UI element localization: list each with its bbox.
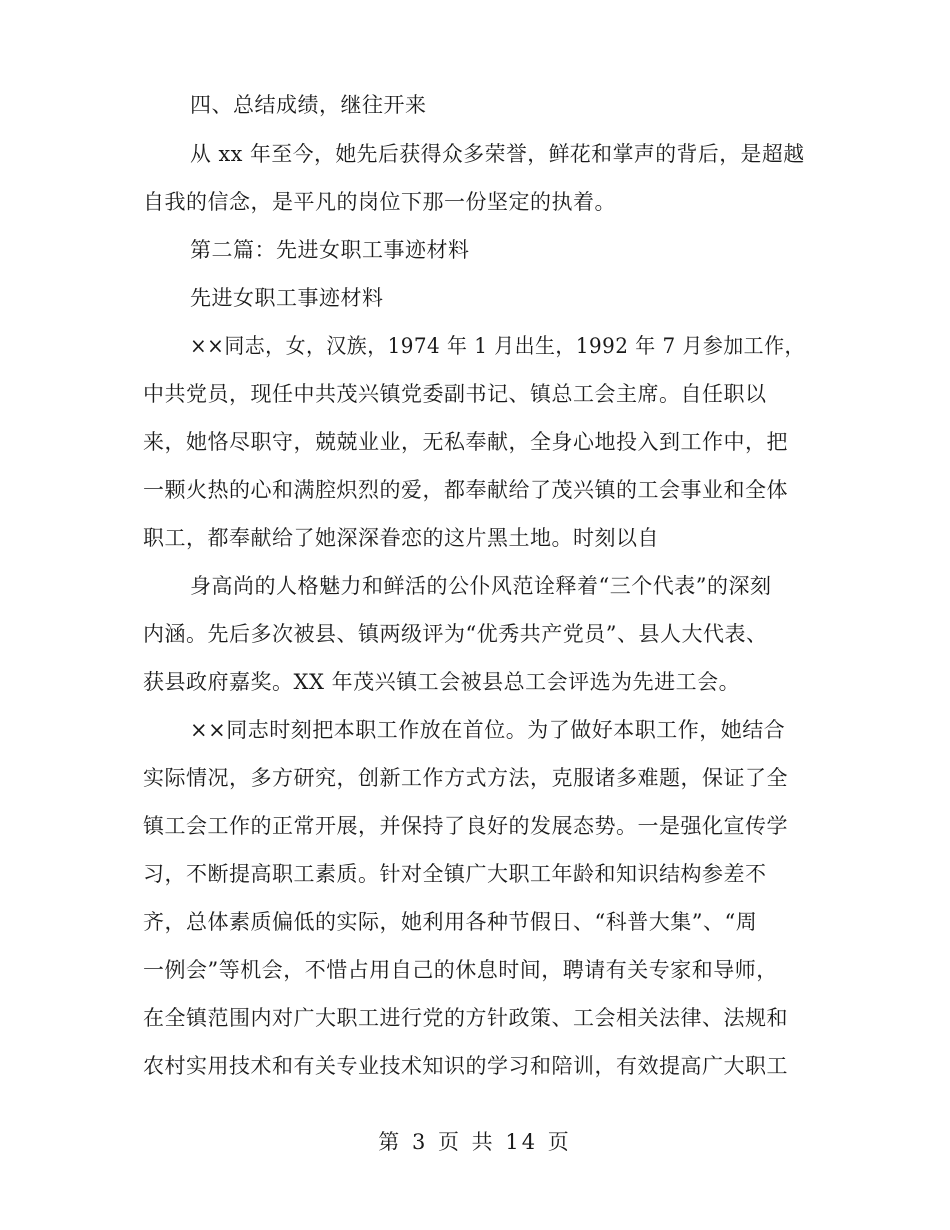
paragraph-line: 从 xx 年至今，她先后获得众多荣誉，鲜花和掌声的背后，是超越 bbox=[190, 142, 805, 166]
document-subtitle: 先进女职工事迹材料 bbox=[190, 286, 384, 310]
paragraph-line: 农村实用技术和有关专业技术知识的学习和陪训，有效提高广大职工 bbox=[143, 1054, 788, 1078]
paragraph-line: 自我的信念，是平凡的岗位下那一份坚定的执着。 bbox=[143, 190, 616, 214]
paragraph-line: 习，不断提高职工素质。针对全镇广大职工年龄和知识结构参差不 bbox=[143, 862, 767, 886]
paragraph-line: 齐，总体素质偏低的实际，她利用各种节假日、“科普大集”、“周 bbox=[143, 910, 758, 934]
paragraph-line: 获县政府嘉奖。XX 年茂兴镇工会被县总工会评选为先进工会。 bbox=[143, 670, 741, 694]
section-heading: 四、总结成绩，继往开来 bbox=[190, 93, 427, 117]
paragraph-line: 中共党员，现任中共茂兴镇党委副书记、镇总工会主席。自任职以 bbox=[143, 382, 767, 406]
paragraph-line: 实际情况，多方研究，创新工作方式方法，克服诸多难题，保证了全 bbox=[143, 766, 788, 790]
paragraph-line: 一例会”等机会，不惜占用自己的休息时间，聘请有关专家和导师， bbox=[143, 958, 778, 982]
paragraph-line: 来，她恪尽职守，兢兢业业，无私奉献，全身心地投入到工作中，把 bbox=[143, 430, 788, 454]
paragraph-line: 在全镇范围内对广大职工进行党的方针政策、工会相关法律、法规和 bbox=[143, 1006, 788, 1030]
paragraph-line: ××同志时刻把本职工作放在首位。为了做好本职工作，她结合 bbox=[190, 718, 786, 742]
paragraph-line: 职工，都奉献给了她深深眷恋的这片黑土地。时刻以自 bbox=[143, 526, 659, 550]
page-number-footer: 第 3 页 共 14 页 bbox=[378, 1130, 572, 1154]
paragraph-line: 镇工会工作的正常开展，并保持了良好的发展态势。一是强化宣传学 bbox=[143, 814, 788, 838]
paragraph-line: ××同志，女，汉族，1974 年 1 月出生，1992 年 7 月参加工作， bbox=[190, 334, 805, 358]
paragraph-line: 内涵。先后多次被县、镇两级评为“优秀共产党员”、县人大代表、 bbox=[143, 622, 768, 646]
paragraph-line: 一颗火热的心和满腔炽烈的爱，都奉献给了茂兴镇的工会事业和全体 bbox=[143, 478, 788, 502]
chapter-heading: 第二篇：先进女职工事迹材料 bbox=[190, 238, 470, 262]
paragraph-line: 身高尚的人格魅力和鲜活的公仆风范诠释着“三个代表”的深刻 bbox=[190, 574, 772, 598]
